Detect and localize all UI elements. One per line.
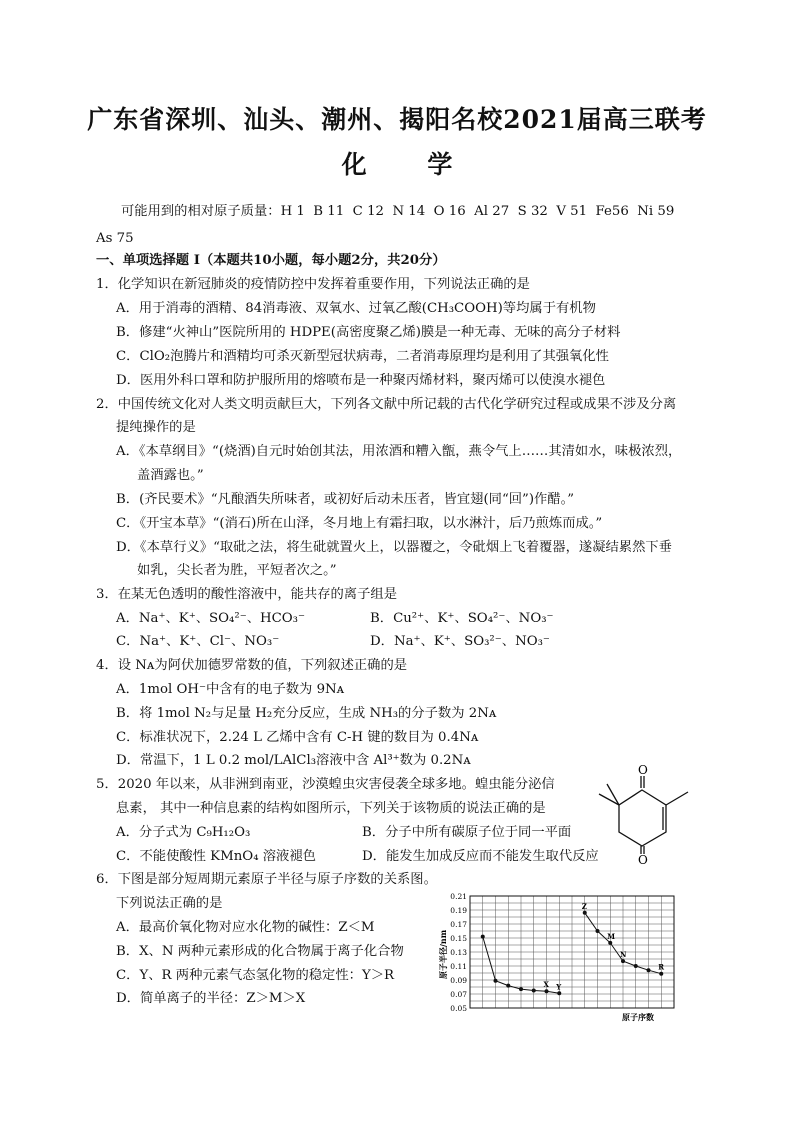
atomic-radius-chart (436, 886, 694, 1028)
q2-option-d: D．《本草行义》“取砒之法，将生砒就置火上，以器覆之，令砒烟上飞着覆器，遂凝结累然下垂 (116, 540, 672, 555)
q6-option-d: D．简单离子的半径：Z＞M＞X (116, 991, 306, 1006)
y-tick-label: 0.17 (450, 920, 467, 929)
q6-option-a: A．最高价氧化物对应水化物的碱性：Z＜M (116, 920, 375, 935)
q4-option-a: A．1mol OH⁻中含有的电子数为 9Nᴀ (116, 682, 345, 697)
q2-option-a: A．《本草纲目》“(烧酒)自元时始创其法，用浓酒和糟入甑，燕令气上……其清如水，味极浓烈， (116, 444, 682, 459)
q3-option-d: D．Na⁺、K⁺、SO₃²⁻、NO₃⁻ (370, 634, 550, 649)
data-point (481, 935, 485, 939)
y-tick-label: 0.21 (450, 892, 467, 901)
data-point (596, 929, 600, 933)
q5-stem-cont: 息素， 其中一种信息素的结构如图所示，下列关于该物质的说法正确的是 (116, 801, 546, 816)
y-tick-label: 0.09 (450, 976, 467, 985)
q3-option-c: C．Na⁺、K⁺、Cl⁻、NO₃⁻ (116, 634, 280, 649)
q4-stem: 4．设 Nᴀ为阿伏加德罗常数的值，下列叙述正确的是 (96, 658, 408, 673)
chart-grid (470, 896, 674, 1008)
data-point (545, 989, 549, 993)
molecule-structure (594, 762, 694, 864)
q1-option-d: D．医用外科口罩和防护服所用的熔喷布是一种聚丙烯材料，聚丙烯可以使溴水褪色 (116, 373, 606, 388)
q2-option-c: C．《开宝本草》“(消石)所在山泽，冬月地上有霜扫取，以水淋汁，后乃煎炼而成。” (116, 516, 603, 531)
point-label-n: N (620, 950, 627, 960)
exam-title: 广东省深圳、汕头、潮州、揭阳名校2021届高三联考 (87, 105, 707, 134)
oxygen-top: O (638, 763, 648, 777)
y-tick-label: 0.05 (450, 1004, 467, 1013)
data-point (494, 979, 498, 983)
chart-y-label: 原子半径/nm (438, 929, 448, 979)
q4-option-c: C．标准状况下，2.24 L 乙烯中含有 C-H 键的数目为 0.4Nᴀ (116, 730, 479, 745)
atomic-masses-line (121, 203, 674, 221)
q6-stem: 6．下图是部分短周期元素原子半径与原子序数的关系图。 (96, 872, 437, 887)
y-tick-label: 0.13 (450, 948, 467, 957)
data-point (608, 941, 612, 945)
chart-x-label: 原子序数 (622, 1012, 654, 1022)
atomic-masses-cont: As 75 (96, 231, 134, 246)
chart-y-ticks (450, 892, 467, 1013)
q5-option-d: D．能发生加成反应而不能发生取代反应 (362, 849, 599, 864)
atomic-masses-values: H 1 B 11 C 12 N 14 O 16 Al 27 S 32 V 51 Fe56 Ni 59 (280, 204, 675, 219)
q6-option-b: B．X、N 两种元素形成的化合物属于离子化合物 (116, 944, 404, 959)
oxygen-bottom: O (638, 853, 648, 864)
q3-option-b: B．Cu²⁺、K⁺、SO₄²⁻、NO₃⁻ (370, 611, 554, 626)
subject-title: 化 学 (341, 150, 479, 179)
y-tick-label: 0.19 (450, 906, 467, 915)
data-point (647, 968, 651, 972)
section-heading: 一、单项选择题 I（本题共10小题，每小题2分，共20分） (96, 253, 446, 268)
q2-option-d-cont: 如乳，尖长者为胜，平短者次之。” (137, 563, 337, 578)
point-label-z: Z (581, 901, 587, 911)
data-point (659, 972, 663, 976)
q3-stem: 3．在某无色透明的酸性溶液中，能共存的离子组是 (96, 587, 397, 602)
q3-option-a: A．Na⁺、K⁺、SO₄²⁻、HCO₃⁻ (116, 611, 306, 626)
data-point (634, 964, 638, 968)
data-point (506, 984, 510, 988)
data-point (519, 987, 523, 991)
data-point (557, 991, 561, 995)
point-label-r: R (658, 962, 665, 972)
point-label-m: M (607, 931, 615, 941)
y-tick-label: 0.11 (450, 962, 467, 971)
data-point (621, 959, 625, 963)
atomic-masses-label: 可能用到的相对原子质量： (121, 204, 281, 219)
data-point (532, 989, 536, 993)
q4-option-b: B．将 1mol N₂与足量 H₂充分反应，生成 NH₃的分子数为 2Nᴀ (116, 706, 497, 721)
q2-option-a-cont: 盖酒露也。” (137, 468, 204, 483)
data-point (583, 911, 587, 915)
q4-option-d: D．常温下，1 L 0.2 mol/LAlCl₃溶液中含 Al³⁺数为 0.2Nᴀ (116, 753, 471, 768)
q2-stem: 2．中国传统文化对人类文明贡献巨大，下列各文献中所记载的古代化学研究过程或成果不涉及分离 (96, 397, 677, 412)
q2-stem-cont: 提纯操作的是 (116, 420, 196, 435)
q2-option-b: B．(齐民要术》“凡酿酒失所味者，或初好后动未压者，皆宜翅(同“回”)作醋。” (116, 492, 575, 507)
y-tick-label: 0.15 (450, 934, 467, 943)
q1-option-c: C．ClO₂泡腾片和酒精均可杀灭新型冠状病毒，二者消毒原理均是利用了其强氧化性 (116, 349, 609, 364)
q6-stem-cont: 下列说法正确的是 (116, 896, 223, 911)
q5-option-c: C．不能使酸性 KMnO₄ 溶液褪色 (116, 849, 316, 864)
q5-stem: 5．2020 年以来，从非洲到南亚，沙漠蝗虫灾害侵袭全球多地。蝗虫能分泌信 (96, 777, 555, 792)
ring-bonds (619, 790, 666, 846)
q6-option-c: C．Y、R 两种元素气态氢化物的稳定性：Y＞R (116, 968, 395, 983)
q5-option-a: A．分子式为 C₉H₁₂O₃ (116, 825, 251, 840)
q1-option-b: B．修建“火神山”医院所用的 HDPE(高密度聚乙烯)膜是一种无毒、无味的高分子材料 (116, 325, 621, 340)
q1-option-a: A．用于消毒的酒精、84消毒液、双氧水、过氧乙酸(CH₃COOH)等均属于有机物 (116, 301, 596, 316)
q1-stem: 1．化学知识在新冠肺炎的疫情防控中发挥着重要作用，下列说法正确的是 (96, 277, 530, 292)
y-tick-label: 0.07 (450, 990, 467, 999)
point-label-x: X (543, 980, 549, 990)
q5-option-b: B．分子中所有碳原子位于同一平面 (362, 825, 572, 840)
point-label-y: Y (556, 982, 562, 992)
